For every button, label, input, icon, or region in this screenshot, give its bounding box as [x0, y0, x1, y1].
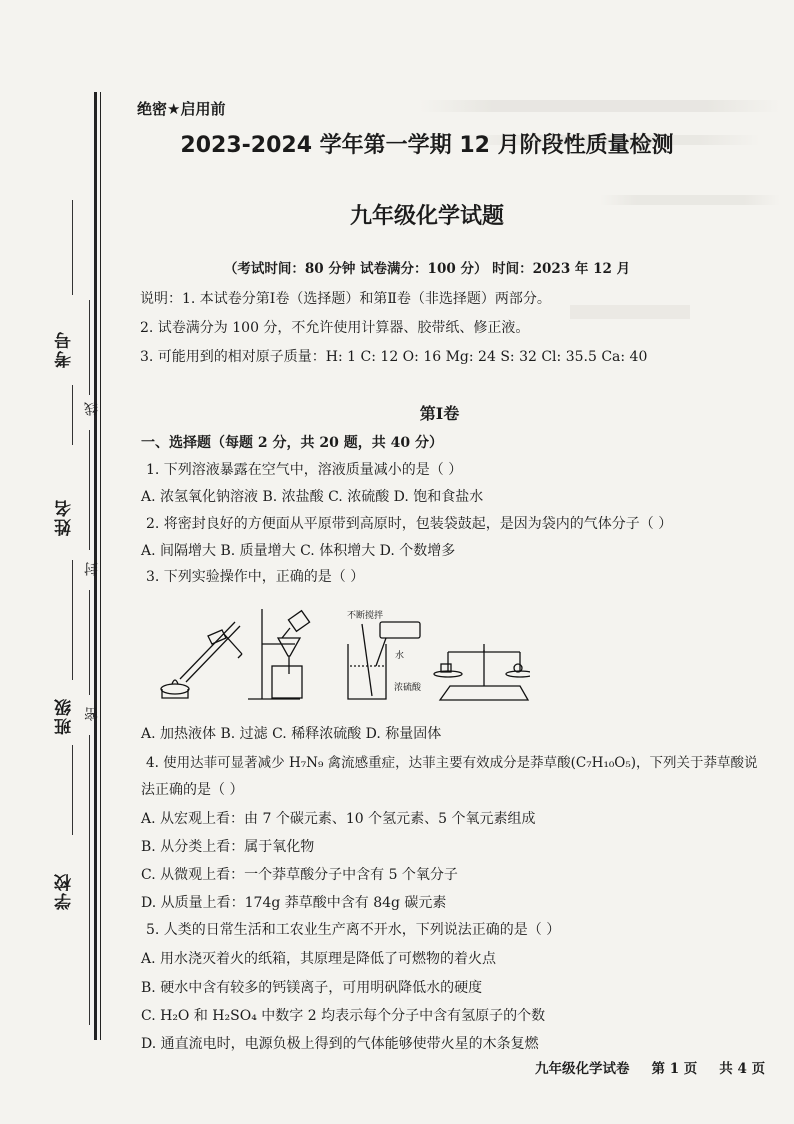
q5-stem: 5. 人类的日常生活和工农业生产离不开水，下列说法正确的是（ ） — [146, 922, 561, 938]
fig-balance — [434, 644, 530, 700]
binding-dash-1 — [89, 300, 90, 395]
fig-heating-liquid — [161, 622, 242, 698]
q4-choice-b: B. 从分类上看：属于氧化物 — [141, 839, 315, 855]
school-label: 学校 — [55, 872, 75, 910]
fig-label-acid: 浓硫酸 — [394, 683, 422, 693]
binding-mark-secret: 密 — [84, 707, 100, 721]
binding-mark-line: 线 — [84, 402, 100, 416]
q2-stem: 2. 将密封良好的方便面从平原带到高原时，包装袋鼓起，是因为袋内的气体分子（ ） — [146, 516, 673, 532]
q4-stem-line2: 法正确的是（ ） — [141, 782, 244, 798]
volume-title: 第Ⅰ卷 — [419, 404, 460, 423]
class-label: 班级 — [55, 697, 75, 735]
page-footer — [535, 1057, 765, 1077]
footer-paper-name: 九年级化学试卷 — [535, 1061, 630, 1077]
q4-choice-a: A. 从宏观上看：由 7 个碳元素、10 个氢元素、5 个氧元素组成 — [141, 811, 536, 827]
exam-meta: （考试时间：80 分钟 试卷满分：100 分） 时间：2023 年 12 月 — [223, 261, 631, 277]
q5-choice-b: B. 硬水中含有较多的钙镁离子，可用明矾降低水的硬度 — [141, 980, 483, 996]
name-fill-line — [72, 560, 73, 680]
secret-tag: 绝密★启用前 — [137, 100, 226, 118]
q4-choice-c: C. 从微观上看：一个莽草酸分子中含有 5 个氧分子 — [141, 867, 458, 883]
instruction-3: 3. 可能用到的相对原子质量：H: 1 C: 12 O: 16 Mg: 24 S: 32 Cl: 35.5 Ca: 40 — [140, 349, 648, 365]
exam-number-label: 考号 — [55, 330, 75, 368]
q4-stem-line1: 4. 使用达菲可显著减少 H₇N₉ 禽流感重症，达菲主要有效成分是莽草酸(C₇H₁₀O₅)，下列关于莽草酸说 — [146, 755, 758, 771]
q4-choice-d: D. 从质量上看：174g 莽草酸中含有 84g 碳元素 — [141, 895, 447, 911]
section-heading: 一、选择题（每题 2 分，共 20 题，共 40 分） — [141, 435, 443, 451]
instruction-2: 2. 试卷满分为 100 分，不允许使用计算器、胶带纸、修正液。 — [140, 320, 530, 336]
footer-total-pages: 共 4 页 — [719, 1061, 766, 1077]
exam-subtitle: 九年级化学试题 — [349, 204, 504, 229]
binding-dash-3 — [89, 590, 90, 695]
binding-dash-2 — [89, 430, 90, 550]
q3-stem: 3. 下列实验操作中，正确的是（ ） — [146, 569, 365, 585]
instruction-1: 说明：1. 本试卷分第Ⅰ卷（选择题）和第Ⅱ卷（非选择题）两部分。 — [140, 291, 551, 307]
binding-dash-4 — [89, 735, 90, 1025]
class-fill-line — [72, 745, 73, 835]
fig-label-stir: 不断搅拌 — [347, 611, 384, 621]
q1-options: A. 浓氢氧化钠溶液 B. 浓盐酸 C. 浓硫酸 D. 饱和食盐水 — [141, 489, 484, 505]
q2-options: A. 间隔增大 B. 质量增大 C. 体积增大 D. 个数增多 — [141, 543, 456, 559]
fig-label-water: 水 — [395, 651, 405, 661]
exam-title: 2023-2024 学年第一学期 12 月阶段性质量检测 — [180, 133, 674, 158]
q5-choice-a: A. 用水浇灭着火的纸箱，其原理是降低了可燃物的着火点 — [141, 951, 497, 967]
name-label: 姓名 — [55, 498, 75, 536]
q3-options: A. 加热液体 B. 过滤 C. 稀释浓硫酸 D. 称量固体 — [141, 726, 442, 742]
q3-apparatus-figure — [150, 604, 530, 704]
fig-filtration — [248, 609, 310, 699]
binding-mark-seal: 封 — [84, 562, 100, 576]
footer-page-number: 第 1 页 — [651, 1061, 698, 1077]
q1-stem: 1. 下列溶液暴露在空气中，溶液质量减小的是（ ） — [146, 462, 463, 478]
q5-choice-d: D. 通直流电时，电源负极上得到的气体能够使带火星的木条复燃 — [141, 1036, 539, 1052]
q5-choice-c: C. H₂O 和 H₂SO₄ 中数字 2 均表示每个分子中含有氢原子的个数 — [141, 1008, 546, 1024]
